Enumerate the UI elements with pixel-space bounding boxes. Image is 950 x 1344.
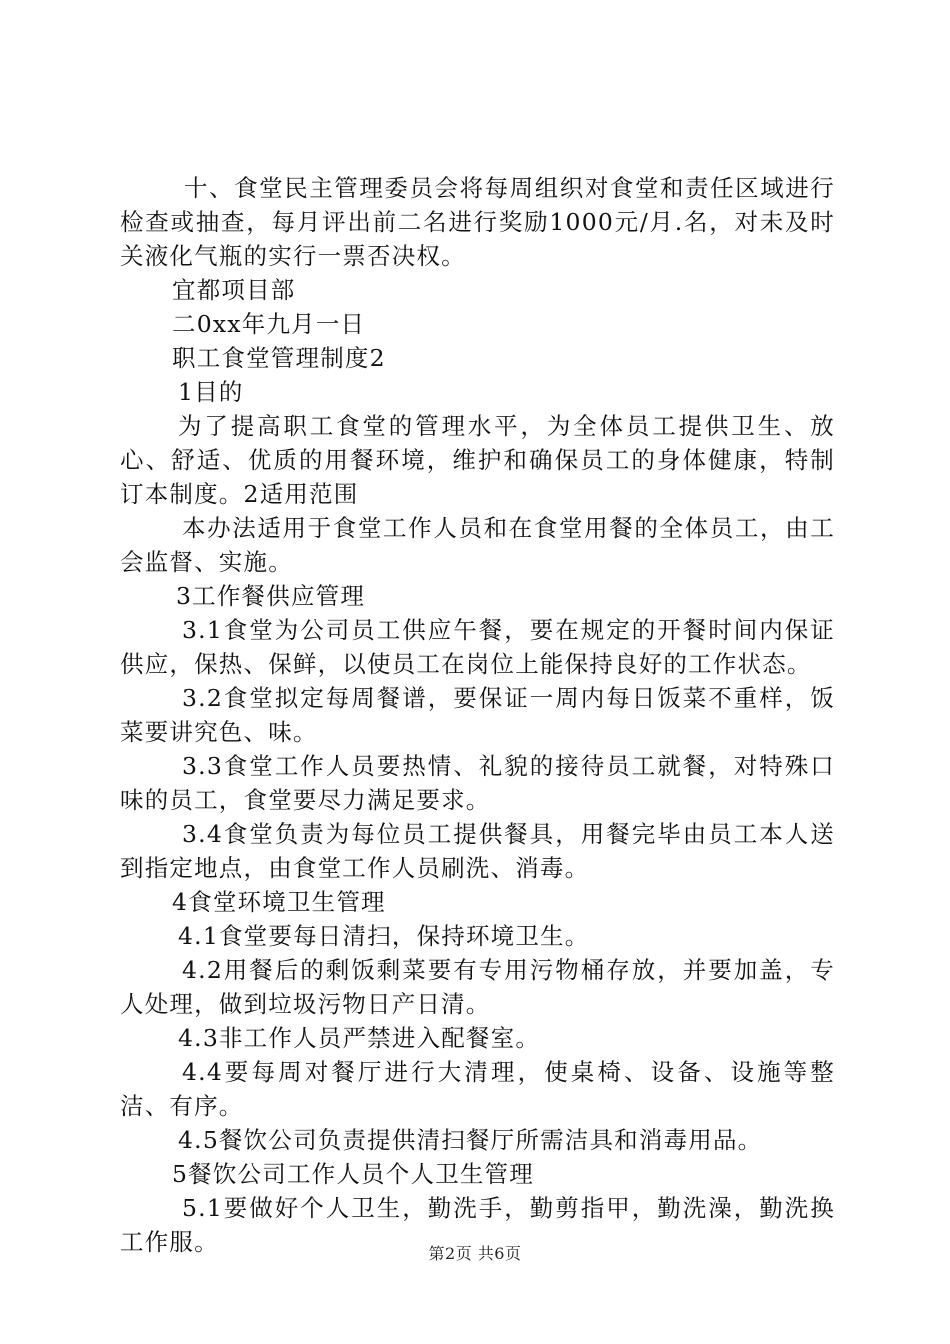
heading-purpose: 1目的 [178, 378, 244, 406]
paragraph-purpose: 为了提高职工食堂的管理水平，为全体员工提供卫生、放心、舒适、优质的用餐环境，维护和确保员工的身体健康，特制订本制度。2适用范围 [120, 412, 835, 508]
paragraph-4-4: 4.4要每周对餐厅进行大清理，使桌椅、设备、设施等整洁、有序。 [120, 1058, 835, 1120]
paragraph-3-4: 3.4食堂负责为每位员工提供餐具，用餐完毕由员工本人送到指定地点，由食堂工作人员刷洗、消毒。 [120, 820, 835, 882]
signature-department: 宜都项目部 [172, 276, 296, 304]
paragraph-scope: 本办法适用于食堂工作人员和在食堂用餐的全体员工，由工会监督、实施。 [120, 514, 835, 576]
paragraph-4-3: 4.3非工作人员严禁进入配餐室。 [178, 1024, 541, 1052]
heading-meal-supply: 3工作餐供应管理 [176, 582, 366, 610]
paragraph-4-5: 4.5餐饮公司负责提供清扫餐厅所需洁具和消毒用品。 [178, 1126, 763, 1154]
heading-personal-hygiene: 5餐饮公司工作人员个人卫生管理 [172, 1160, 534, 1188]
paragraph-3-3: 3.3食堂工作人员要热情、礼貌的接待员工就餐，对特殊口味的员工，食堂要尽力满足要求。 [120, 752, 835, 814]
paragraph-committee-inspection: 十、食堂民主管理委员会将每周组织对食堂和责任区域进行检查或抽查，每月评出前二名进行奖励1000元/月.名，对未及时关液化气瓶的实行一票否决权。 [120, 174, 835, 270]
heading-environment: 4食堂环境卫生管理 [172, 888, 386, 916]
paragraph-4-2: 4.2用餐后的剩饭剩菜要有专用污物桶存放，并要加盖，专人处理，做到垃圾污物日产日清。 [120, 956, 835, 1018]
document-body [120, 171, 835, 1259]
paragraph-3-1: 3.1食堂为公司员工供应午餐，要在规定的开餐时间内保证供应，保热、保鲜，以使员工在岗位上能保持良好的工作状态。 [120, 616, 835, 678]
section-title: 职工食堂管理制度2 [172, 344, 386, 372]
signature-date: 二0xx年九月一日 [172, 310, 366, 338]
paragraph-3-2: 3.2食堂拟定每周餐谱，要保证一周内每日饭菜不重样，饭菜要讲究色、味。 [120, 684, 835, 746]
paragraph-4-1: 4.1食堂要每日清扫，保持环境卫生。 [178, 922, 590, 950]
page-number-footer: 第2页 共6页 [428, 1244, 522, 1263]
paragraph-5-1: 5.1要做好个人卫生，勤洗手，勤剪指甲，勤洗澡，勤洗换工作服。 [120, 1194, 835, 1256]
